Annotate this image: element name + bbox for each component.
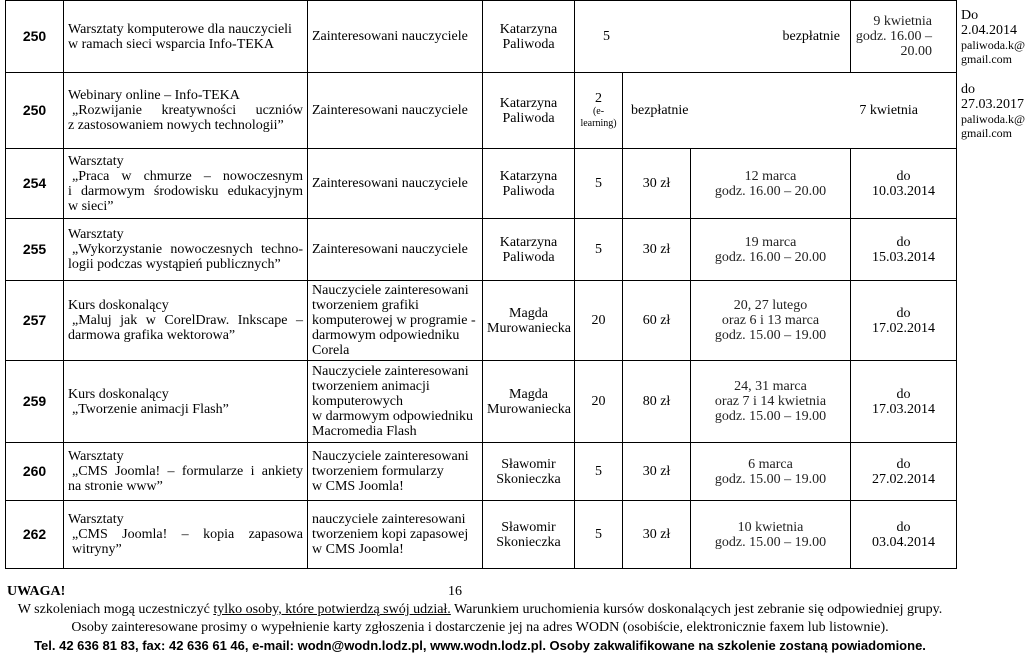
- course-number: 250: [6, 73, 64, 149]
- course-dates-line: 10 kwietnia: [737, 519, 804, 535]
- course-leader-line: Katarzyna: [499, 168, 558, 184]
- course-title-line: „CMS Joomla! – formularze i ankiety: [72, 464, 303, 479]
- course-dates-line: oraz 6 i 13 marca: [721, 313, 820, 328]
- course-title: [64, 361, 308, 443]
- course-leader-line: Katarzyna: [499, 21, 558, 37]
- course-dates-line: godz. 16.00 – 20.00: [855, 29, 933, 59]
- deadline-line: do: [896, 456, 911, 472]
- course-dates-line: godz. 15.00 – 19.00: [714, 328, 827, 343]
- table-row: [6, 219, 957, 281]
- course-hours: 20: [575, 281, 623, 361]
- course-dates-line: 20, 27 lutego: [733, 298, 808, 313]
- course-title-line: Webinary online – Info-TEKA: [68, 88, 240, 103]
- course-hours: 5: [575, 219, 623, 281]
- table-row: [6, 361, 957, 443]
- course-dates: [691, 281, 851, 361]
- contact-info: Tel. 42 636 81 83, fax: 42 636 61 46, e-mail: wodn@wodn.lodz.pl, www.wodn.lodz.pl. Osoby zakwalifikowane na szkolenie zostaną powiadomione.: [34, 638, 926, 653]
- target-audience-line: tworzeniem animacji: [312, 379, 430, 394]
- table-row: [6, 149, 957, 219]
- course-number: 260: [6, 443, 64, 501]
- target-audience-line: w darmowym odpowiedniku: [312, 409, 473, 424]
- target-audience-line: Nauczyciele zainteresowani: [312, 283, 469, 298]
- course-title-line: logii podczas wystąpień publicznych”: [68, 257, 281, 272]
- course-title: [64, 443, 308, 501]
- target-audience-line: Corela: [312, 343, 350, 358]
- registration-deadline: [851, 501, 957, 569]
- application-note: Osoby zainteresowane prosimy o wypełnienie karty zgłoszenia i dostarczenie jej na adres WODN (osobiście, elektronicznie faxem lub listownie).: [71, 620, 889, 635]
- course-hours: 5: [575, 501, 623, 569]
- target-audience-line: Zainteresowani nauczyciele: [312, 242, 468, 257]
- table-row: [6, 501, 957, 569]
- course-leader: [483, 281, 575, 361]
- course-number: 254: [6, 149, 64, 219]
- target-audience: [308, 281, 483, 361]
- course-leader-line: Sławomir: [501, 519, 556, 535]
- target-audience-line: Zainteresowani nauczyciele: [312, 176, 468, 191]
- course-leader-line: Magda: [509, 305, 548, 321]
- course-leader-line: Murowaniecka: [487, 320, 571, 336]
- course-number: 262: [6, 501, 64, 569]
- deadline-line: 03.04.2014: [872, 534, 936, 550]
- course-dates-line: godz. 15.00 – 19.00: [714, 409, 827, 424]
- course-leader-line: Skonieczka: [496, 534, 561, 550]
- hours-format: (e-learning): [580, 106, 617, 129]
- course-dates-line: 19 marca: [744, 234, 797, 250]
- course-title-line: Warsztaty: [68, 449, 124, 464]
- course-title-line: Kurs doskonalący: [68, 386, 169, 402]
- course-table: [5, 0, 1025, 569]
- target-audience-line: nauczyciele zainteresowani: [312, 512, 466, 527]
- course-leader: [483, 1, 575, 73]
- target-audience-line: darmowym odpowiedniku: [312, 328, 460, 343]
- course-dates-line: oraz 7 i 14 kwietnia: [714, 394, 827, 409]
- course-title-line: Warsztaty: [68, 227, 124, 242]
- course-leader: [483, 149, 575, 219]
- course-title: [64, 219, 308, 281]
- course-title-line: „Maluj jak w CorelDraw. Inkscape –: [72, 313, 303, 328]
- course-cost: 30 zł: [623, 149, 691, 219]
- target-audience-line: Nauczyciele zainteresowani: [312, 449, 469, 464]
- course-cost: 60 zł: [623, 281, 691, 361]
- target-audience-line: komputerowych: [312, 394, 403, 409]
- registration-deadline: [851, 149, 957, 219]
- target-audience-line: tworzeniem formularzy: [312, 464, 444, 479]
- course-hours: 20: [575, 361, 623, 443]
- footer-notes: [0, 583, 960, 655]
- target-audience: [308, 501, 483, 569]
- course-leader: [483, 219, 575, 281]
- registration-deadline: [851, 443, 957, 501]
- target-audience: [308, 219, 483, 281]
- deadline-line: 17.02.2014: [872, 320, 936, 336]
- course-number: 259: [6, 361, 64, 443]
- course-cost: bezpłatnie: [631, 103, 689, 118]
- participation-note: W szkoleniach mogą uczestniczyć tylko osoby, które potwierdzą swój udział. Warunkiem uruchomienia kursów doskonalących jest zebranie się odpowiedniej grupy.: [17, 602, 943, 617]
- course-hours: [575, 73, 623, 149]
- course-leader-line: Katarzyna: [499, 234, 558, 250]
- course-title-line: Warsztaty: [68, 153, 124, 169]
- course-dates: [691, 443, 851, 501]
- target-audience: [308, 361, 483, 443]
- target-audience-line: tworzeniem kopi zapasowej: [312, 527, 469, 542]
- course-dates-line: godz. 16.00 – 20.00: [714, 183, 827, 199]
- course-dates: [691, 149, 851, 219]
- course-dates: [691, 361, 851, 443]
- course-dates-line: 9 kwietnia: [873, 14, 933, 29]
- course-dates-line: 6 marca: [748, 456, 793, 472]
- target-audience-line: Zainteresowani nauczyciele: [312, 103, 468, 118]
- course-dates-line: godz. 15.00 – 19.00: [714, 534, 827, 550]
- course-title: [64, 281, 308, 361]
- table-row: [6, 443, 957, 501]
- course-dates: [691, 219, 851, 281]
- course-number: 257: [6, 281, 64, 361]
- course-title-line: Warsztaty komputerowe dla nauczycieli: [68, 21, 292, 37]
- course-dates: [851, 1, 957, 73]
- target-audience: [308, 443, 483, 501]
- course-hours: 5: [575, 149, 623, 219]
- course-title: [64, 73, 308, 149]
- course-title-line: z zastosowaniem nowych technologii”: [68, 118, 284, 133]
- course-leader-line: Skonieczka: [496, 471, 561, 487]
- course-title-line: „Rozwijanie kreatywności uczniów: [72, 103, 303, 118]
- target-audience-line: w CMS Joomla!: [312, 479, 404, 494]
- target-audience-line: Zainteresowani nauczyciele: [312, 29, 468, 44]
- course-title-line: Kurs doskonalący: [68, 298, 169, 313]
- hours-value: 2: [595, 91, 602, 106]
- course-hours: 5: [603, 29, 610, 44]
- target-audience-line: w CMS Joomla!: [312, 542, 404, 557]
- deadline-line: do: [896, 305, 911, 321]
- course-title: [64, 149, 308, 219]
- target-audience: [308, 73, 483, 149]
- deadline-line: 10.03.2014: [872, 183, 936, 199]
- deadline-line: 27.02.2014: [872, 471, 936, 487]
- course-title-line: „Wykorzystanie nowoczesnych techno-: [72, 242, 303, 257]
- course-title-line: w sieci”: [68, 198, 114, 214]
- course-leader-line: Paliwoda: [502, 249, 555, 265]
- target-audience-line: Nauczyciele zainteresowani: [312, 364, 469, 379]
- course-hours: 5: [575, 443, 623, 501]
- course-leader: [483, 443, 575, 501]
- target-audience: [308, 149, 483, 219]
- course-leader-line: Sławomir: [501, 456, 556, 472]
- course-title-line: „Tworzenie animacji Flash”: [72, 401, 229, 417]
- course-title-line: w ramach sieci wsparcia Info-TEKA: [68, 36, 275, 52]
- hours-and-cost: [575, 1, 851, 73]
- course-title-line: i darmowym środowisku edukacyjnym: [68, 183, 303, 199]
- course-cost: bezpłatnie: [782, 29, 841, 44]
- course-dates: 7 kwietnia: [859, 103, 919, 118]
- course-leader-line: Paliwoda: [502, 110, 555, 126]
- course-dates-line: godz. 15.00 – 19.00: [714, 471, 827, 487]
- deadline-line: do: [896, 168, 911, 184]
- course-title-line: „CMS Joomla! – kopia zapasowa witryny”: [72, 527, 303, 557]
- deadline-line: 17.03.2014: [872, 401, 936, 417]
- page-number: 16: [448, 584, 462, 599]
- course-number: 255: [6, 219, 64, 281]
- course-title: [64, 1, 308, 73]
- course-title-line: „Praca w chmurze – nowoczesnym: [72, 168, 303, 184]
- course-leader-line: Magda: [509, 386, 548, 402]
- deadline-line: do: [896, 519, 911, 535]
- course-dates-line: godz. 16.00 – 20.00: [714, 249, 827, 265]
- course-leader-line: Katarzyna: [499, 95, 558, 111]
- course-leader: [483, 361, 575, 443]
- deadline-line: do: [896, 234, 911, 250]
- warning-label: UWAGA!: [7, 584, 66, 599]
- course-dates-line: 12 marca: [744, 168, 797, 184]
- registration-deadline: [851, 281, 957, 361]
- course-cost: 30 zł: [623, 219, 691, 281]
- registration-deadline: [851, 219, 957, 281]
- course-leader-line: Paliwoda: [502, 36, 555, 52]
- course-leader-line: Murowaniecka: [487, 401, 571, 417]
- table-row: [6, 281, 957, 361]
- target-audience-line: tworzeniem grafiki: [312, 298, 419, 313]
- cost-and-dates: [623, 73, 957, 149]
- course-cost: 30 zł: [623, 443, 691, 501]
- course-title-line: darmowa grafika wektorowa”: [68, 328, 236, 343]
- course-leader: [483, 501, 575, 569]
- course-title-line: Warsztaty: [68, 512, 124, 527]
- course-title-line: na stronie www”: [68, 479, 163, 494]
- confirmation-requirement: tylko osoby, które potwierdzą swój udział.: [213, 602, 451, 617]
- course-title: [64, 501, 308, 569]
- table-row: 250 Webinary online – Info-TEKA „Rozwijanie kreatywności uczniów z zastosowaniem nowych technologii” Zainteresowani nauczyciele Katarzyna Paliwoda 2 (e-learning) bezpłatnie 7 kwietnia do 27.03.2017 paliwoda.k@ gmail.com: [6, 73, 957, 149]
- course-dates: [691, 501, 851, 569]
- course-leader-line: Paliwoda: [502, 183, 555, 199]
- deadline-line: do: [896, 386, 911, 402]
- registration-deadline: [851, 361, 957, 443]
- course-cost: 80 zł: [623, 361, 691, 443]
- course-cost: 30 zł: [623, 501, 691, 569]
- target-audience-line: komputerowej w programie -: [312, 313, 476, 328]
- course-leader: [483, 73, 575, 149]
- deadline-line: 15.03.2014: [872, 249, 936, 265]
- course-dates-line: 24, 31 marca: [734, 379, 807, 394]
- table-row: 250 Warsztaty komputerowe dla nauczycieli w ramach sieci wsparcia Info-TEKA Zainteresowani nauczyciele Katarzyna Paliwoda 5 bezpłatnie 9 kwietnia godz. 16.00 – 20.00 Do 2.04.2014 paliwoda.k@ gmail.com: [6, 1, 957, 73]
- target-audience: [308, 1, 483, 73]
- target-audience-line: Macromedia Flash: [312, 424, 417, 439]
- course-number: 250: [6, 1, 64, 73]
